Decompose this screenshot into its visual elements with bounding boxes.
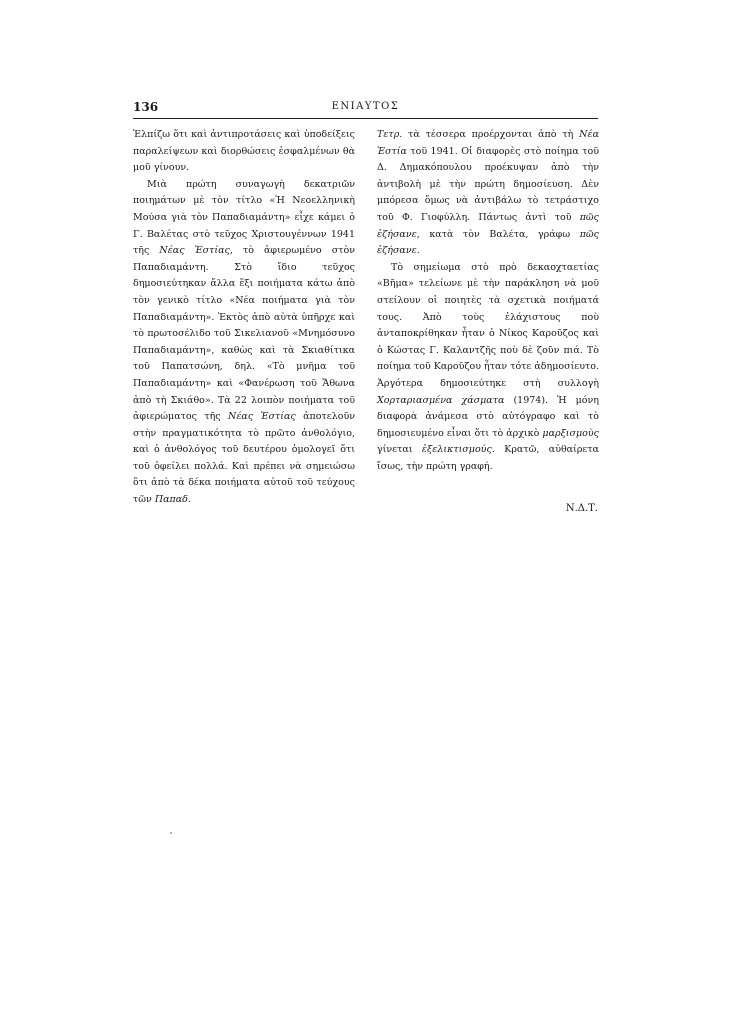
scan-speck	[170, 832, 172, 834]
text-run: , κατὰ τὸν Βαλέτα, γράφω	[416, 228, 580, 240]
italic-phrase: ἐξελικτισμούς	[421, 444, 492, 456]
italic-title: Χορταριασμένα χάσματα	[377, 394, 505, 406]
italic-phrase: πῶς ἐζήσανε	[377, 211, 599, 240]
text-run: (1974). Ἡ μόνη διαφορὰ ἀνάμεσα στὸ αὐτόγραφο καὶ τὸ δημοσιευμένο εἶναι ὅτι τὸ ἀρχικὸ	[377, 394, 599, 439]
italic-title: Νέα Ἑστία	[377, 129, 599, 157]
italic-title: Παπαδ.	[154, 494, 191, 506]
text-run: τοῦ 1941. Οἱ διαφορὲς στὸ ποίημα τοῦ Δ. Δημακόπουλου προέκυψαν ἀπὸ τὴν ἀντιβολὴ μὲ τὴν πρώτη δημοσίευση. Δὲν μπόρεσα ὅμως νὰ ἀντιβάλω τὸ τετράστιχο τοῦ Φ. Γιοφύλλη. Πάντως ἀντὶ τοῦ	[377, 145, 599, 223]
page-number: 136	[133, 100, 159, 114]
italic-phrase: πῶς ἐζήσανε.	[377, 228, 599, 257]
paragraph	[133, 177, 355, 509]
text-run: ἀποτελοῦν στὴν πραγματικότητα τὸ πρῶτο ἀνθολόγιο, καὶ ὁ ἀνθολόγος τοῦ δευτέρου ὁμολογεῖ ὅτι τοῦ ὀφείλει πολλά. Καὶ πρέπει νὰ σημειώσω ὅτι ἀπὸ τὰ δέκα ποιήματα αὐτοῦ τοῦ τεύχους τῶν	[133, 411, 355, 506]
running-head: ΕΝΙΑΥΤΟΣ	[331, 101, 400, 112]
text-run: γίνεται	[377, 444, 422, 456]
paragraph	[377, 127, 599, 260]
left-column	[133, 127, 355, 509]
italic-phrase: μαρξισμοὺς	[542, 427, 599, 439]
author-signature: Ν.Δ.Τ.	[565, 503, 598, 514]
text-run: τὰ τέσσερα προέρχονται ἀπὸ τὴ	[402, 129, 580, 140]
page-header	[133, 100, 598, 119]
text-run: , τὸ ἀφιερωμένο στὸν Παπαδιαμάντη. Στὸ ἴδιο τεῦχος δημοσιεύτηκαν ἄλλα ἕξι ποιήματα κάτω ἀπὸ τὸν γενικὸ τίτλο «Νέα ποιήματα γιὰ τὸν Παπαδιαμάντη». Ἐκτὸς ἀπὸ αὐτὰ ὑπῆρχε καὶ τὸ πρωτοσέλιδο τοῦ Σικελιανοῦ «Μνημόσυνο Παπαδιαμάντη», καθὼς καὶ τὰ Σκιαθίτικα τοῦ Παπατσώνη, δηλ. «Τὸ μνῆμα τοῦ Παπαδιαμάντη» καὶ «Φανέρωση τοῦ Ἄθωνα ἀπὸ τὴ Σκιάθο». Τὰ 22 λοιπὸν ποιήματα τοῦ ἀφιερώματος τῆς	[133, 245, 355, 423]
italic-title: Νέας Ἑστίας	[159, 245, 230, 257]
paragraph: Ἐλπίζω ὅτι καὶ ἀντιπροτάσεις καὶ ὑποδείξεις παραλείψεων καὶ διορθώσεις ἐσφαλμένων θὰ μοῦ γίνουν.	[133, 129, 355, 174]
text-run: . Κρατῶ, αὐθαίρετα ἴσως, τὴν πρώτη γραφή.	[377, 444, 599, 472]
text-run: Μιὰ πρώτη συναγωγὴ δεκατριῶν ποιημάτων μὲ τὸν τίτλο «Ἡ Νεοελληνικὴ Μούσα γιὰ τὸν Παπαδιαμάντη» εἶχε κάμει ὁ Γ. Βαλέτας στὸ τεῦχος Χριστουγέννων 1941 τῆς	[133, 178, 355, 257]
italic-title: Νέας Ἑστίας	[228, 411, 296, 423]
italic-title: Τετρ.	[377, 129, 403, 140]
right-column	[377, 127, 599, 475]
paragraph	[377, 260, 599, 476]
text-run: Τὸ σημείωμα στὸ πρὸ δεκαοχταετίας «Βῆμα» τελείωνε μὲ τὴν παράκληση νὰ μοῦ στείλουν οἱ ποιητὲς τὰ σχετικὰ ποιήματά τους. Ἀπὸ τοὺς ἐλάχιστους ποὺ ἀνταποκρίθηκαν ἦταν ὁ Νίκος Καροῦζος καὶ ὁ Κώστας Γ. Καλαντζῆς ποὺ δὲ ζοῦν πιά. Τὸ ποίημα τοῦ Καροῦζου ἦταν τότε ἀδημοσίευτο. Ἀργότερα δημοσιεύτηκε στὴ συλλογὴ	[377, 261, 599, 389]
